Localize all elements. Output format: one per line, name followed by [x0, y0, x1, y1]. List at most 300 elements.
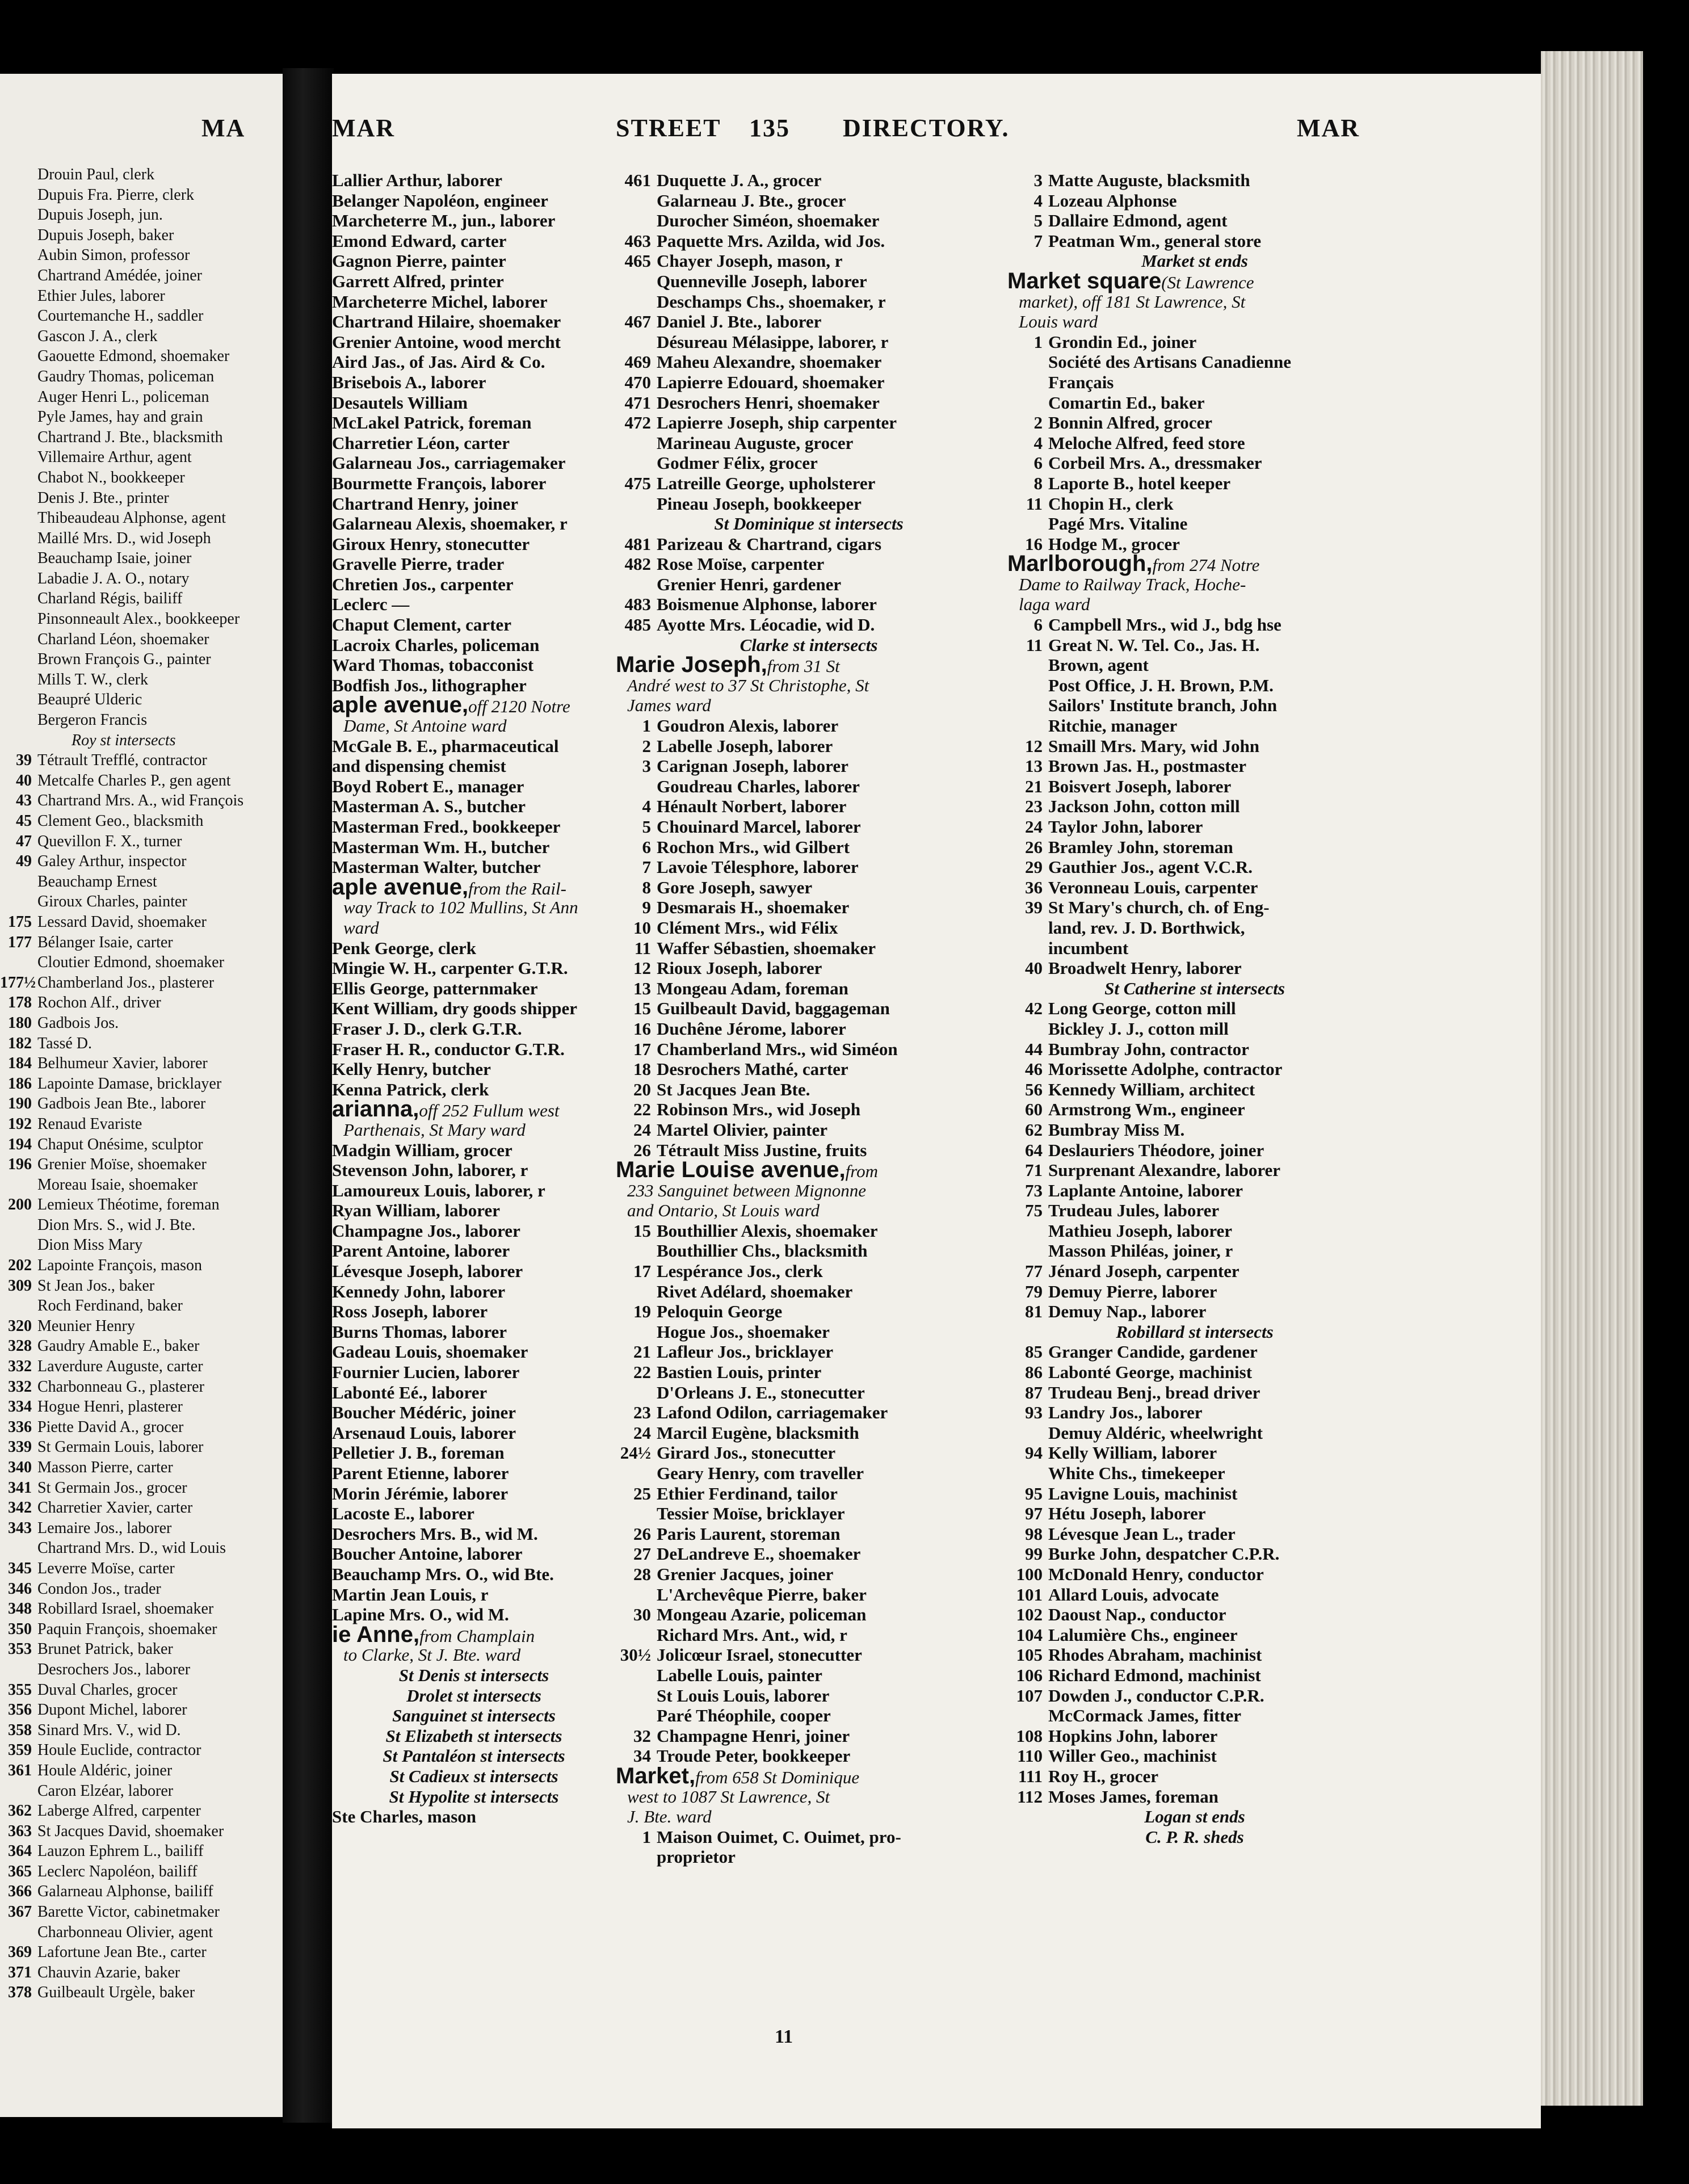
left-strip-line: [0, 1599, 284, 1619]
left-strip-line: [0, 1660, 284, 1680]
entry-text: Ward Thomas, tobacconist: [332, 655, 534, 675]
entry-text: Fraser J. D., clerk G.T.R.: [332, 1018, 522, 1039]
entry-text: Ross Joseph, laborer: [332, 1301, 488, 1322]
directory-entry: [332, 211, 616, 231]
directory-entry: [1007, 514, 1382, 534]
directory-entry: [616, 574, 1002, 595]
entry-text: Duval Charles, grocer: [37, 1681, 178, 1699]
directory-entry: [332, 534, 616, 555]
entry-text: Roch Ferdinand, baker: [37, 1297, 183, 1315]
entry-text: Chartrand Mrs. D., wid Louis: [37, 1539, 226, 1557]
directory-entry: [616, 594, 1002, 615]
intersects-note: C. P. R. sheds: [1145, 1826, 1244, 1847]
left-strip-line: [0, 1336, 284, 1356]
entry-text: Arsenaud Louis, laborer: [332, 1422, 516, 1443]
directory-entry: [1007, 211, 1382, 231]
entry-text: Gauthier Jos., agent V.C.R.: [1048, 857, 1253, 877]
entry-text: Charbonneau G., plasterer: [37, 1377, 204, 1396]
left-strip-line: [0, 1518, 284, 1539]
house-number: 471: [624, 392, 651, 413]
entry-number: 178: [8, 994, 32, 1012]
directory-entry: [616, 211, 1002, 231]
directory-entry: [616, 857, 1002, 877]
directory-entry: [1007, 1484, 1382, 1504]
house-number: 27: [633, 1544, 651, 1564]
house-number: 11: [1026, 635, 1043, 655]
street-description-line: Dame to Railway Track, Hoche-: [1019, 574, 1246, 594]
entry-text: St Jean Jos., baker: [37, 1276, 155, 1295]
entry-number: 366: [8, 1883, 32, 1901]
directory-entry: [616, 998, 1002, 1019]
house-number: 46: [1025, 1059, 1043, 1080]
entry-text: Granger Candide, gardener: [1048, 1342, 1258, 1362]
left-strip-line: [0, 1053, 284, 1074]
house-number: 7: [642, 857, 651, 877]
directory-entry: [616, 1322, 1002, 1342]
entry-text: Meloche Alfred, feed store: [1048, 432, 1245, 453]
house-number: 95: [1025, 1483, 1043, 1503]
column-c: [1007, 170, 1382, 1847]
entry-number: 345: [8, 1559, 32, 1577]
intersects-note: Clarke st intersects: [740, 635, 878, 655]
left-strip-line: [0, 1619, 284, 1640]
intersects-note: Drolet st intersects: [406, 1685, 541, 1706]
header-directory: DIRECTORY.: [843, 114, 1010, 142]
directory-entry: [1007, 736, 1382, 757]
entry-text: Martin Jean Louis, r: [332, 1584, 489, 1605]
entry-text: Jénard Joseph, carpenter: [1048, 1261, 1240, 1282]
left-strip-line: [0, 1902, 284, 1922]
entry-text: Bumbray Miss M.: [1048, 1119, 1185, 1140]
directory-entry: [332, 312, 616, 332]
directory-entry: [616, 191, 1002, 211]
house-number: 101: [1016, 1584, 1043, 1605]
entry-text: Caron Elzéar, laborer: [37, 1782, 174, 1800]
entry-text: Chartrand Henry, joiner: [332, 493, 519, 514]
entry-text: Willer Geo., machinist: [1048, 1746, 1217, 1766]
left-strip-line: [0, 831, 284, 852]
entry-number: 350: [8, 1620, 32, 1638]
header-street: STREET: [616, 114, 721, 142]
entry-text: Great N. W. Tel. Co., Jas. H.: [1048, 635, 1260, 655]
entry-text: Gadbois Jos.: [37, 1014, 119, 1032]
street-heading: [616, 1763, 1002, 1788]
intersects-note: Sanguinet st intersects: [392, 1706, 556, 1726]
house-number: 107: [1016, 1685, 1043, 1706]
entry-text: Richard Edmond, machinist: [1048, 1665, 1261, 1685]
entry-number: 353: [8, 1640, 32, 1658]
left-page-header: MA: [201, 114, 246, 142]
directory-entry: [332, 191, 616, 211]
entry-number: 40: [16, 771, 32, 789]
entry-text: Dowden J., conductor C.P.R.: [1048, 1685, 1264, 1706]
directory-entry: [1007, 1443, 1382, 1463]
entry-text: Masterman Fred., bookkeeper: [332, 817, 561, 837]
left-strip-line: [0, 569, 284, 589]
directory-entry: [332, 635, 616, 656]
directory-entry: [1007, 938, 1382, 959]
directory-entry: [616, 837, 1002, 858]
entry-text: Madgin William, grocer: [332, 1140, 512, 1160]
entry-text: Mills T. W., clerk: [37, 670, 148, 688]
entry-text: Charretier Léon, carter: [332, 432, 510, 453]
house-number: 461: [624, 170, 651, 190]
left-strip-line: [0, 1720, 284, 1741]
entry-text: Lemaire Jos., laborer: [37, 1519, 172, 1537]
entry-number: 49: [16, 852, 32, 871]
entry-text: Chaput Clement, carter: [332, 615, 511, 635]
entry-text: Bodfish Jos., lithographer: [332, 675, 527, 695]
entry-text: Laverdure Auguste, carter: [37, 1358, 203, 1376]
entry-text: Société des Artisans Canadienne: [1048, 352, 1291, 372]
entry-text: Marcheterre Michel, laborer: [332, 291, 548, 312]
entry-text: Clement Geo., blacksmith: [37, 812, 204, 830]
entry-text: Giroux Charles, painter: [37, 893, 187, 911]
entry-text: Houle Euclide, contractor: [37, 1741, 201, 1759]
directory-entry: [1007, 433, 1382, 453]
entry-text: Dion Miss Mary: [37, 1236, 143, 1254]
entry-text: Troude Peter, bookkeeper: [657, 1746, 851, 1766]
directory-entry: [1007, 837, 1382, 858]
left-strip-line: [0, 1034, 284, 1054]
directory-entry: [616, 1686, 1002, 1706]
entry-text: Dupuis Joseph, jun.: [37, 206, 163, 224]
directory-entry: [1007, 473, 1382, 494]
house-number: 13: [633, 978, 651, 998]
left-page: [0, 74, 284, 2117]
house-number: 64: [1025, 1140, 1043, 1160]
entry-text: Chouinard Marcel, laborer: [657, 817, 861, 837]
left-strip-line: [0, 1740, 284, 1761]
entry-text: Quenneville Joseph, laborer: [657, 271, 867, 291]
directory-entry: [1007, 1686, 1382, 1706]
entry-text: Lévesque Joseph, laborer: [332, 1261, 523, 1282]
directory-entry: [616, 1301, 1002, 1322]
directory-entry: [616, 1484, 1002, 1504]
entry-text: L'Archevêque Pierre, baker: [657, 1584, 867, 1605]
directory-entry: [616, 251, 1002, 271]
house-number: 17: [633, 1039, 651, 1059]
directory-entry: [332, 1322, 616, 1342]
directory-entry: [1007, 413, 1382, 433]
intersects-note: Market st ends: [1141, 251, 1248, 271]
directory-entry: [1007, 776, 1382, 797]
directory-entry: [616, 1221, 1002, 1241]
directory-entry: [332, 332, 616, 352]
entry-text: Chamberland Jos., plasterer: [37, 973, 215, 992]
directory-entry: [1007, 1241, 1382, 1261]
entry-text: Renaud Evariste: [37, 1115, 142, 1133]
house-number: 15: [633, 998, 651, 1019]
directory-entry: [332, 1301, 616, 1322]
directory-entry: [332, 1181, 616, 1201]
house-number: 470: [624, 372, 651, 392]
house-number: 98: [1025, 1523, 1043, 1544]
house-number: 16: [633, 1018, 651, 1039]
house-number: 99: [1025, 1544, 1043, 1564]
left-strip-line: [0, 1963, 284, 1983]
entry-text: McGale B. E., pharmaceutical: [332, 736, 559, 756]
entry-text: Tétrault Miss Justine, fruits: [657, 1140, 867, 1160]
house-number: 13: [1025, 756, 1043, 776]
directory-entry: [616, 271, 1002, 292]
left-strip-line: [0, 286, 284, 306]
left-strip-line: [0, 993, 284, 1013]
left-strip-line: [0, 892, 284, 912]
entry-text: Beaupré Ulderic: [37, 691, 142, 709]
house-number: 112: [1017, 1786, 1043, 1807]
house-number: 5: [1033, 211, 1043, 231]
left-strip-line: [0, 1538, 284, 1559]
intersects-note: Robillard st intersects: [1116, 1321, 1274, 1342]
entry-text: Beauchamp Ernest: [37, 872, 157, 891]
entry-text: Mongeau Adam, foreman: [657, 978, 848, 998]
directory-entry: [616, 554, 1002, 574]
directory-entry: [332, 1544, 616, 1564]
directory-entry: [332, 796, 616, 817]
entry-number: 340: [8, 1459, 32, 1476]
entry-text: Duquette J. A., grocer: [657, 170, 822, 190]
house-number: 60: [1025, 1099, 1043, 1120]
directory-entry: [1007, 1706, 1382, 1726]
house-number: 26: [633, 1140, 651, 1160]
left-strip-line: [0, 185, 284, 205]
entry-text: Charretier Xavier, carter: [37, 1499, 193, 1517]
directory-entry: [332, 736, 616, 757]
entry-text: Brown François G., painter: [37, 650, 211, 669]
entry-text: Robinson Mrs., wid Joseph: [657, 1099, 861, 1120]
street-description-line: west to 1087 St Lawrence, St: [627, 1786, 830, 1807]
house-number: 469: [624, 352, 651, 372]
entry-text: Lamoureux Louis, laborer, r: [332, 1180, 545, 1200]
directory-entry: [1007, 1301, 1382, 1322]
directory-entry: [1007, 1059, 1382, 1080]
header-left: MAR: [332, 114, 396, 142]
entry-text: Landry Jos., laborer: [1048, 1402, 1203, 1423]
entry-text: Peatman Wm., general store: [1048, 230, 1262, 251]
entry-text: St Jacques David, shoemaker: [37, 1822, 224, 1840]
directory-entry: [1007, 1787, 1382, 1807]
directory-entry: [616, 393, 1002, 413]
entry-number: 177: [8, 933, 32, 951]
directory-entry: [332, 1282, 616, 1302]
directory-entry: [1007, 1625, 1382, 1645]
street-heading: [616, 1157, 1002, 1183]
street-description-line: market), off 181 St Lawrence, St: [1019, 291, 1246, 312]
house-number: 26: [633, 1523, 651, 1544]
left-strip-line: [0, 1458, 284, 1478]
directory-entry: [332, 473, 616, 494]
directory-entry: [332, 1362, 616, 1383]
entry-text: Goudreau Charles, laborer: [657, 776, 860, 796]
entry-text: Pyle James, hay and grain: [37, 408, 203, 426]
directory-entry: [616, 796, 1002, 817]
directory-entry: [1007, 1181, 1382, 1201]
street-description-line: James ward: [627, 695, 711, 716]
house-number: 23: [1025, 796, 1043, 817]
entry-text: Leclerc —: [332, 594, 410, 615]
left-strip-line: [0, 447, 284, 468]
left-strip-line: [0, 1417, 284, 1438]
entry-text: Lespérance Jos., clerk: [657, 1261, 823, 1282]
left-strip-line: [0, 973, 284, 993]
entry-text: St Germain Jos., grocer: [37, 1479, 187, 1497]
house-number: 24½: [620, 1443, 651, 1463]
left-strip-line: [0, 1700, 284, 1720]
house-number: 42: [1025, 998, 1043, 1019]
entry-text: Lapine Mrs. O., wid M.: [332, 1605, 509, 1625]
entry-text: Gore Joseph, sawyer: [657, 877, 813, 897]
entry-text: Guilbeault Urgèle, baker: [37, 1984, 195, 2002]
house-number: 16: [1025, 534, 1043, 554]
house-number: 85: [1025, 1342, 1043, 1362]
entry-text: Boucher Antoine, laborer: [332, 1544, 523, 1564]
directory-entry: [1007, 1423, 1382, 1443]
entry-text: Garrett Alfred, printer: [332, 271, 504, 291]
entry-text: Galarneau Alphonse, bailiff: [37, 1883, 213, 1901]
directory-entry: [1007, 1080, 1382, 1100]
street-heading: [332, 1099, 616, 1120]
entry-text: Labelle Louis, painter: [657, 1665, 822, 1685]
directory-entry: [1007, 1463, 1382, 1484]
directory-entry: [1007, 716, 1382, 736]
directory-entry: [332, 1423, 616, 1443]
entry-text: Labonté George, machinist: [1048, 1362, 1253, 1383]
entry-text: Lacroix Charles, policeman: [332, 635, 540, 655]
directory-entry: [1007, 635, 1382, 656]
entry-number: 339: [8, 1438, 32, 1456]
left-strip-line: [0, 952, 284, 973]
house-number: 483: [624, 594, 651, 615]
house-number: 12: [633, 958, 651, 978]
directory-entry: [616, 1241, 1002, 1261]
entry-text: Lavoie Télesphore, laborer: [657, 857, 859, 877]
entry-text: Ste Charles, mason: [332, 1807, 477, 1827]
left-strip-line: [0, 730, 284, 751]
directory-entry: [616, 372, 1002, 393]
entry-text: Mingie W. H., carpenter G.T.R.: [332, 958, 568, 978]
left-strip-line: [0, 1478, 284, 1498]
entry-text: Maheu Alexandre, shoemaker: [657, 352, 882, 372]
entry-text: Dion Mrs. S., wid J. Bte.: [37, 1216, 196, 1234]
entry-text: Aubin Simon, professor: [37, 246, 190, 264]
directory-entry: [616, 1402, 1002, 1423]
entry-number: 192: [8, 1115, 32, 1133]
entry-text: Kent William, dry goods shipper: [332, 998, 578, 1019]
entry-text: Bourmette François, laborer: [332, 473, 547, 493]
entry-text: Maillé Mrs. D., wid Joseph: [37, 529, 211, 547]
street-name: Marie Joseph,: [616, 652, 767, 678]
directory-entry: [616, 1019, 1002, 1039]
directory-entry: [1007, 1726, 1382, 1746]
entry-text: Marcil Eugène, blacksmith: [657, 1422, 859, 1443]
entry-text: Masterman Wm. H., butcher: [332, 837, 550, 857]
entry-text: McLakel Patrick, foreman: [332, 413, 532, 433]
entry-text: Maison Ouimet, C. Ouimet, pro-: [657, 1826, 901, 1847]
street-heading: [1007, 551, 1382, 577]
directory-entry: [616, 897, 1002, 918]
entry-text: Boismenue Alphonse, laborer: [657, 594, 877, 615]
street-description: from 658 St Dominique: [695, 1767, 860, 1787]
entry-text: Lavigne Louis, machinist: [1048, 1483, 1238, 1503]
entry-text: Thibeaudeau Alphonse, agent: [37, 509, 226, 527]
entry-text: Bouthillier Alexis, shoemaker: [657, 1220, 878, 1241]
entry-text: Parizeau & Chartrand, cigars: [657, 534, 882, 554]
directory-entry: [1007, 918, 1382, 938]
entry-text: Dallaire Edmond, agent: [1048, 211, 1228, 231]
entry-text: Latreille George, upholsterer: [657, 473, 876, 493]
entry-text: Leclerc Napoléon, bailiff: [37, 1862, 198, 1880]
entry-number: 332: [8, 1358, 32, 1376]
entry-text: Demuy Nap., laborer: [1048, 1301, 1207, 1322]
directory-entry: [332, 1585, 616, 1605]
left-strip-line: [0, 1761, 284, 1781]
entry-text: Charland Régis, bailiff: [37, 590, 183, 608]
entry-text: Belhumeur Xavier, laborer: [37, 1055, 208, 1073]
left-strip-line: [0, 1397, 284, 1417]
house-number: 93: [1025, 1402, 1043, 1423]
directory-entry: [1007, 1766, 1382, 1787]
entry-text: Jolicœur Israel, stonecutter: [657, 1645, 862, 1665]
left-strip-line: [0, 1154, 284, 1175]
house-number: 2: [1033, 413, 1043, 433]
entry-number: 361: [8, 1761, 32, 1779]
entry-text: Geary Henry, com traveller: [657, 1463, 864, 1483]
house-number: 9: [642, 897, 651, 918]
entry-text: Deschamps Chs., shoemaker, r: [657, 291, 886, 312]
entry-text: Desrochers Mrs. B., wid M.: [332, 1523, 538, 1544]
entry-text: Quevillon F. X., turner: [37, 832, 182, 850]
entry-text: Stevenson John, laborer, r: [332, 1160, 528, 1181]
house-number: 39: [1025, 897, 1043, 918]
directory-entry: [616, 1665, 1002, 1686]
entry-text: Pinsonneault Alex., bookkeeper: [37, 610, 240, 628]
house-number: 467: [624, 312, 651, 332]
directory-entry: [332, 938, 616, 959]
house-number: 36: [1025, 877, 1043, 897]
house-number: 71: [1025, 1160, 1043, 1181]
entry-text: Villemaire Arthur, agent: [37, 448, 192, 467]
directory-entry: [332, 655, 616, 675]
house-number: 75: [1025, 1200, 1043, 1221]
directory-entry: [332, 817, 616, 837]
entry-number: 184: [8, 1055, 32, 1073]
directory-entry: [616, 1605, 1002, 1625]
street-heading: [616, 652, 1002, 678]
street-description-line: André west to 37 St Christophe, St: [627, 675, 869, 695]
directory-entry: [616, 1261, 1002, 1282]
entry-text: Ryan William, laborer: [332, 1200, 501, 1221]
directory-entry: [1007, 1342, 1382, 1362]
entry-text: Gaudry Amable E., baker: [37, 1337, 200, 1355]
entry-text: Moses James, foreman: [1048, 1786, 1219, 1807]
left-strip-line: [0, 1862, 284, 1882]
left-strip-line: [0, 1255, 284, 1276]
entry-text: Dupuis Fra. Pierre, clerk: [37, 186, 195, 204]
left-strip-line: [0, 771, 284, 791]
entry-text: Gravelle Pierre, trader: [332, 554, 505, 574]
directory-entry: [332, 1564, 616, 1585]
entry-text: Brown, agent: [1048, 655, 1149, 675]
house-number: 8: [642, 877, 651, 897]
house-number: 1: [642, 1826, 651, 1847]
left-strip-line: [0, 1639, 284, 1660]
house-number: 24: [1025, 817, 1043, 837]
entry-text: Comartin Ed., baker: [1048, 392, 1205, 413]
entry-number: 343: [8, 1519, 32, 1537]
entry-text: Cloutier Edmond, shoemaker: [37, 954, 224, 972]
directory-entry: [332, 1019, 616, 1039]
